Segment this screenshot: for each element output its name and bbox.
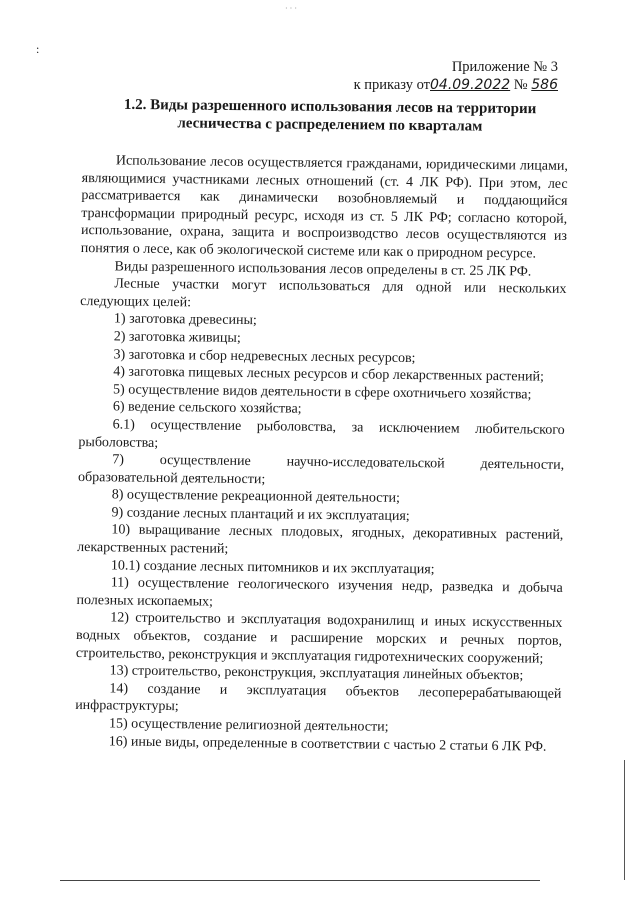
- paragraph-intro: Использование лесов осуществляется гражданами, юридическими лицами, являющимися участниками лесных отношений (ст. 4 ЛК РФ). При этом, лес рассматривается как динамически возобновляемый и поддающийся трансформации природный ресурс, исходя из ст. 5 ЛК РФ; согласно которой, использование, охрана, защита и воспроизводство лесов осуществляются из понятия о лесе, как об экологической системе или как о природном ресурсе.: [80, 153, 568, 262]
- annex-line1: Приложение № 3: [451, 59, 558, 75]
- annex-date: 04.09.2022: [430, 77, 511, 93]
- scan-edge-right: [624, 760, 625, 880]
- list-item: 6.1) осуществление рыболовства, за исключением любительского рыболовства;: [78, 417, 565, 451]
- annex-order-prefix: к приказу от: [353, 77, 430, 93]
- list-item: 15) осуществление религиозной деятельности;: [108, 716, 389, 735]
- paragraph-types: Виды разрешенного использования лесов определены в ст. 25 ЛК РФ.: [114, 258, 532, 280]
- list-item: 5) осуществление видов деятельности в сфере охотничьего хозяйства;: [113, 382, 532, 403]
- list-item: 14) создание и эксплуатация объектов лесоперерабатывающей инфраструктуры;: [75, 681, 562, 715]
- list-item: 10.1) создание лесных питомников и их эксплуатация;: [110, 558, 435, 577]
- scan-edge-bottom: [60, 880, 540, 881]
- list-item: 2) заготовка живицы;: [113, 329, 241, 346]
- list-item: 9) создание лесных плантаций и их эксплуатация;: [111, 505, 410, 524]
- list-item: 16) иные виды, определенные в соответствии с частью 2 статьи 6 ЛК РФ.: [108, 733, 547, 755]
- list-item: 13) строительство, реконструкция, эксплуатация линейных объектов;: [109, 663, 524, 684]
- annex-number: 586: [531, 77, 558, 93]
- scan-dot: :: [36, 42, 40, 56]
- list-item: 10) выращивание лесных плодовых, ягодных, декоративных растений, лекарственных растений;: [77, 522, 564, 557]
- annex-line2: [354, 76, 558, 94]
- list-item: 4) заготовка пищевых лесных ресурсов и сбор лекарственных растений;: [113, 364, 545, 385]
- document-body: [75, 152, 568, 756]
- section-title: 1.2. Виды разрешенного использования лесов на территории лесничества с распределением по кварталам: [123, 96, 537, 135]
- list-item: 8) осуществление рекреационной деятельности;: [111, 487, 401, 507]
- list-item: 1) заготовка древесины;: [113, 311, 257, 329]
- list-item: 12) строительство и эксплуатация водохранилищ и иных искусственных водных объектов, создание и расширение морских и речных портов, строительство, реконструкция и эксплуатация гидротехнических сооружений;: [75, 610, 563, 667]
- list-item: 7) осуществление научно-исследовательской деятельности, образовательной деятельности;: [77, 452, 565, 487]
- list-item: 3) заготовка и сбор недревесных лесных ресурсов;: [113, 346, 416, 366]
- list-item: 11) осуществление геологического изучения недр, разведка и добыча полезных ископаемых;: [76, 575, 563, 610]
- paragraph-purposes: Лесные участки могут использоваться для одной или нескольких следующих целей:: [80, 276, 567, 311]
- list-item: 6) ведение сельского хозяйства;: [112, 399, 302, 418]
- scan-mark: · · ·: [285, 4, 297, 13]
- annex-num-sign: №: [513, 77, 528, 93]
- annex-header: [354, 58, 558, 94]
